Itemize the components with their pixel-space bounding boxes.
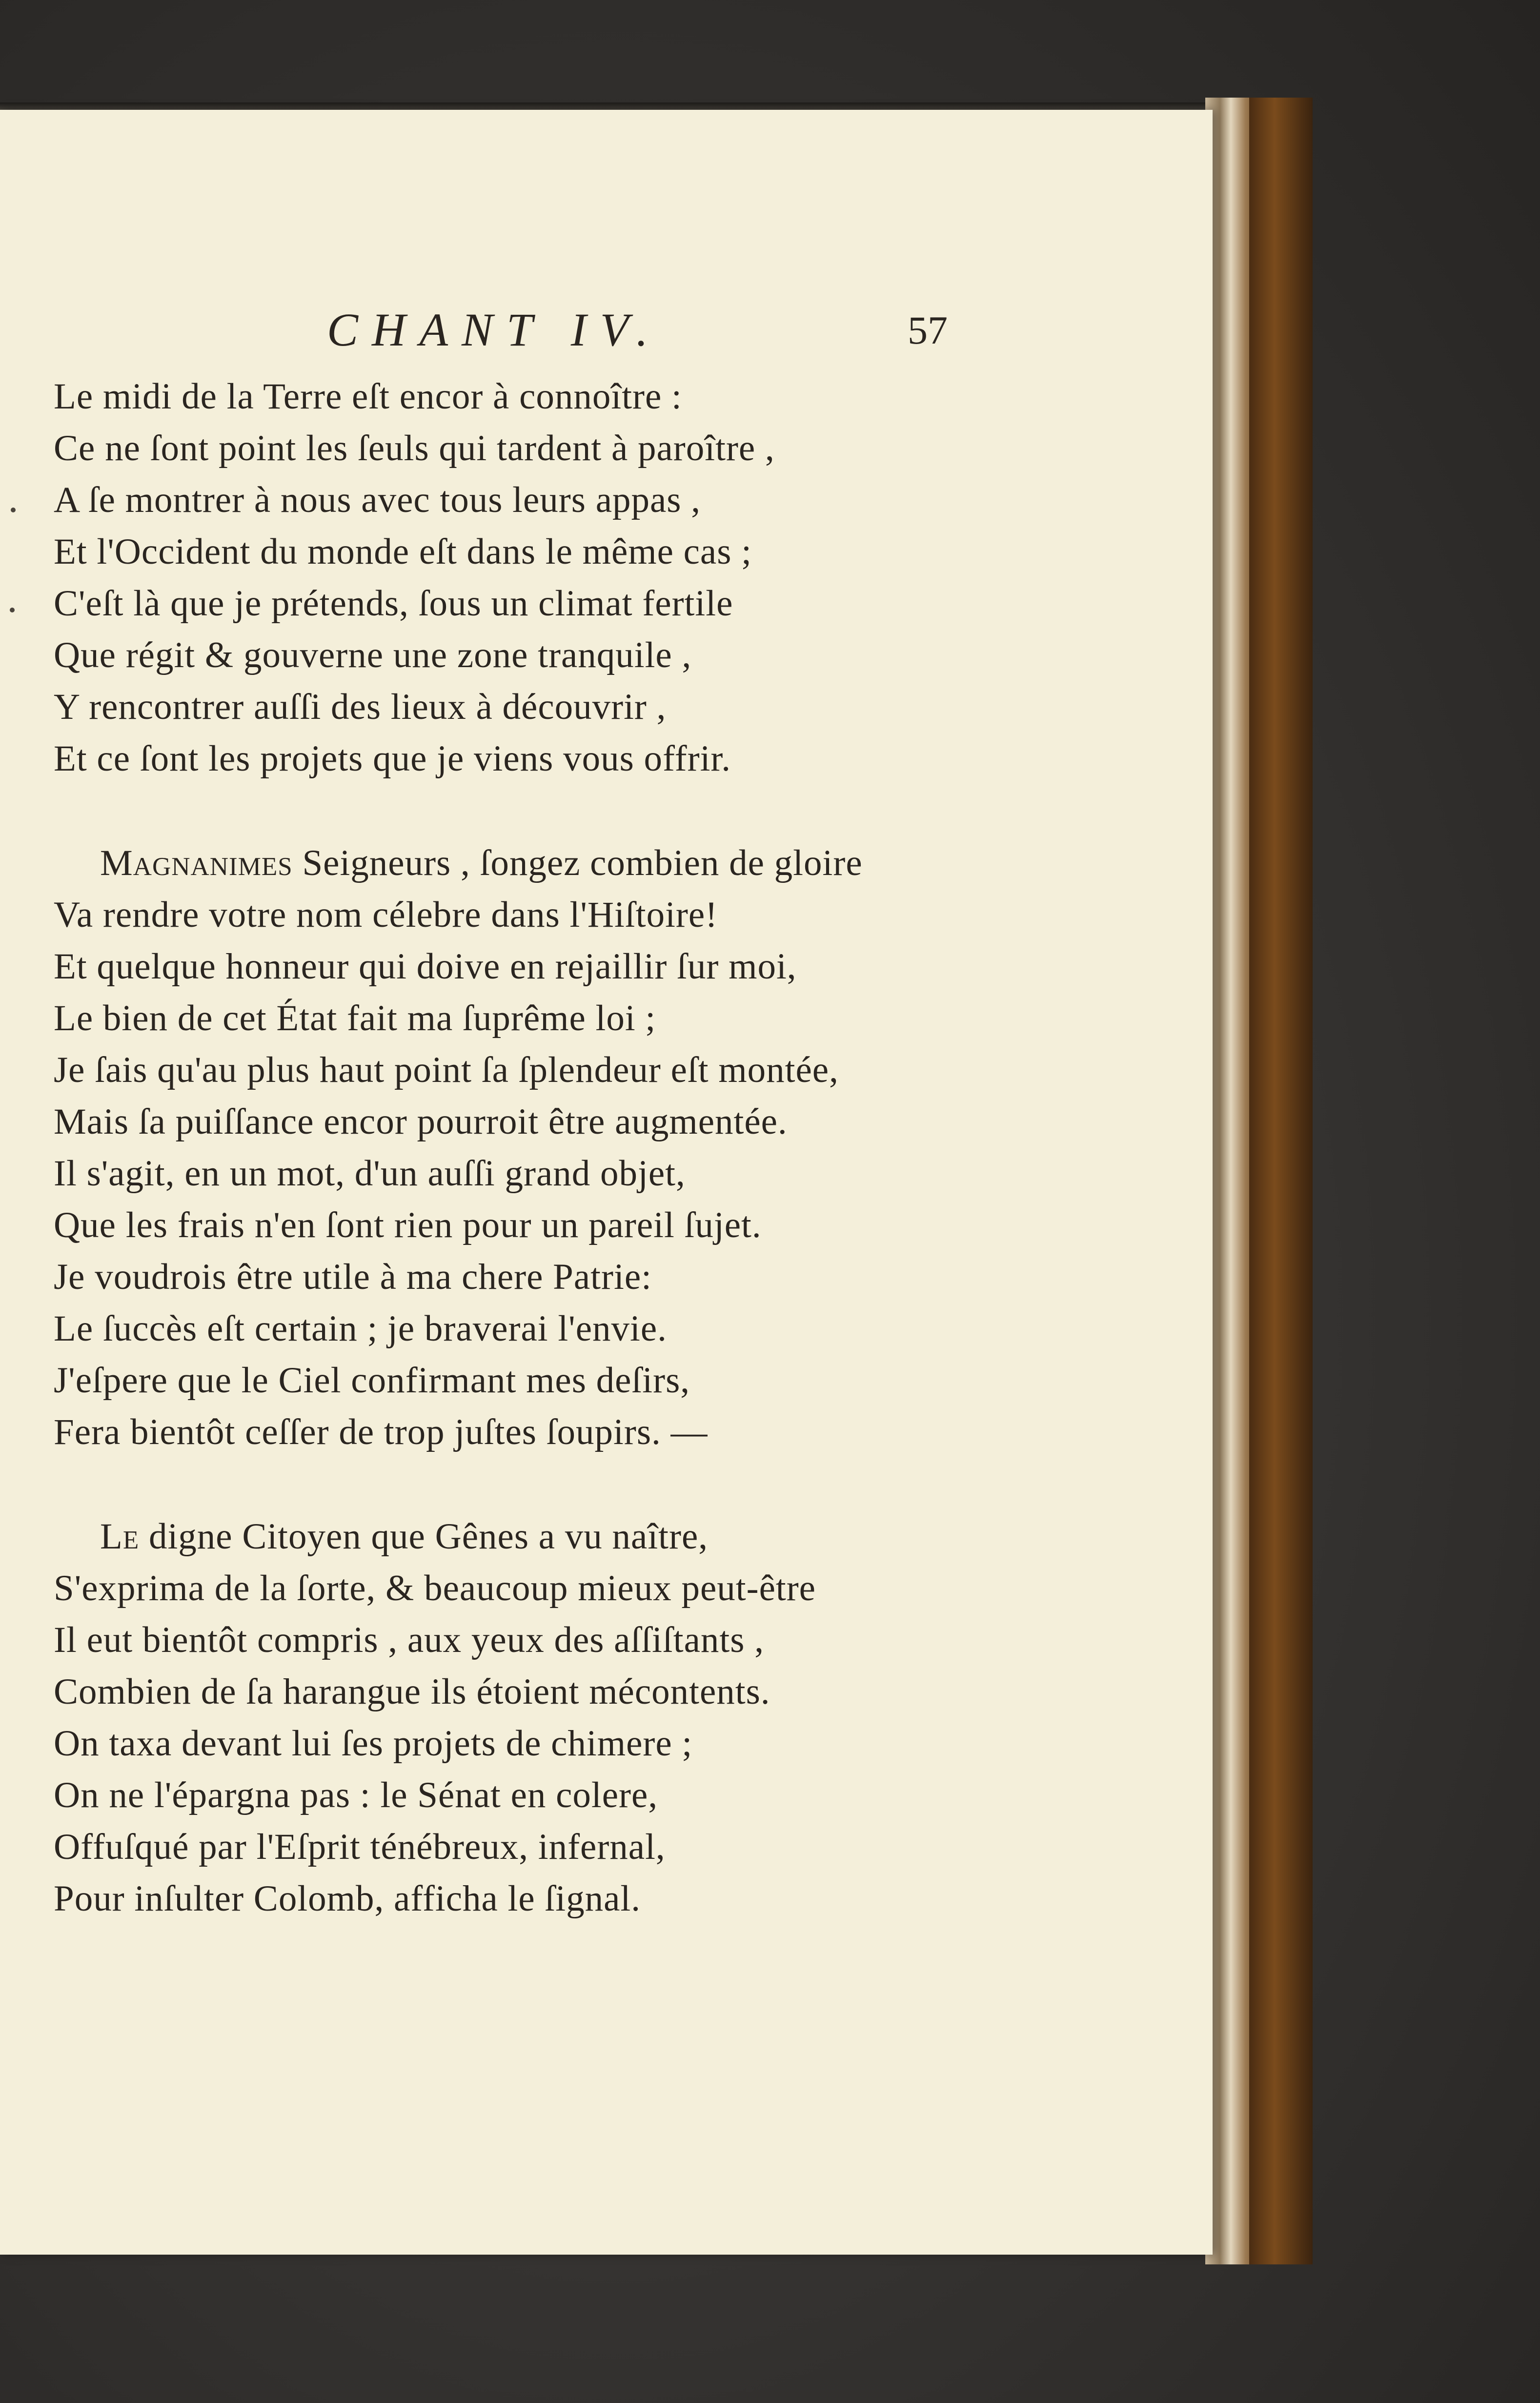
verse-line-first — [54, 837, 1005, 889]
verse-line-first — [54, 1511, 1005, 1563]
verse-line: Le ſuccès eſt certain ; je braverai l'envie. — [54, 1308, 667, 1349]
verse-line: On taxa devant lui ſes projets de chimere ; — [54, 1723, 693, 1764]
verse-line: Y rencontrer auſſi des lieux à découvrir , — [54, 687, 667, 727]
margin-mark — [11, 508, 16, 512]
verse-line: C'eſt là que je prétends, ſous un climat fertile — [54, 583, 733, 624]
verse-line: Que régit & gouverne une zone tranquile , — [54, 635, 692, 675]
verse-line: S'exprima de la ſorte, & beaucoup mieux peut-être — [54, 1568, 816, 1609]
lead-word: Magnanimes — [100, 843, 293, 883]
verse-line: Il s'agit, en un mot, d'un auſſi grand objet, — [54, 1153, 686, 1194]
stanza-2 — [54, 837, 1005, 1458]
verse-line: Offuſqué par l'Eſprit ténébreux, infernal, — [54, 1827, 666, 1867]
page-header — [0, 303, 1213, 371]
stanza-1 — [54, 371, 1005, 785]
verse-line: Et l'Occident du monde eſt dans le même cas ; — [54, 531, 752, 572]
line-rest: Seigneurs , ſongez combien de gloire — [292, 843, 863, 883]
verse-line: On ne l'épargna pas : le Sénat en colere, — [54, 1775, 658, 1815]
verse-line: Ce ne ſont point les ſeuls qui tardent à paroître , — [54, 428, 775, 468]
margin-mark — [10, 608, 15, 612]
verse-line: Le bien de cet État fait ma ſuprême loi ; — [54, 998, 656, 1039]
book-spine — [1249, 98, 1313, 2264]
page-number: 57 — [908, 308, 948, 352]
line-rest: digne Citoyen que Gênes a vu naître, — [139, 1516, 709, 1557]
stanza-3 — [54, 1511, 1005, 1925]
verse-line: Il eut bientôt compris , aux yeux des aſſiſtants , — [54, 1620, 764, 1660]
verse-line: Mais ſa puiſſance encor pourroit être augmentée. — [54, 1101, 788, 1142]
verse-line: Pour inſulter Colomb, afficha le ſignal. — [54, 1878, 641, 1919]
verse-line: Je voudrois être utile à ma chere Patrie: — [54, 1257, 652, 1297]
verse-line: Je ſais qu'au plus haut point ſa ſplendeur eſt montée, — [54, 1050, 839, 1090]
verse-line: Et ce ſont les projets que je viens vous offrir. — [54, 738, 731, 779]
verse-line: J'eſpere que le Ciel confirmant mes deſirs, — [54, 1360, 690, 1401]
verse-line: Et quelque honneur qui doive en rejaillir ſur moi, — [54, 946, 797, 987]
lead-word: Le — [100, 1516, 140, 1557]
verse-line: Que les frais n'en ſont rien pour un pareil ſujet. — [54, 1205, 762, 1245]
poem-text — [54, 371, 1005, 1977]
verse-line: Combien de ſa harangue ils étoient mécontents. — [54, 1671, 770, 1712]
verse-line: Le midi de la Terre eſt encor à connoître : — [54, 376, 682, 417]
verse-line: Fera bientôt ceſſer de trop juſtes ſoupirs. — — [54, 1412, 708, 1452]
verse-line: A ſe montrer à nous avec tous leurs appas , — [54, 480, 701, 520]
verse-line: Va rendre votre nom célebre dans l'Hiſtoire! — [54, 895, 718, 935]
running-title: CHANT IV. — [327, 304, 662, 356]
